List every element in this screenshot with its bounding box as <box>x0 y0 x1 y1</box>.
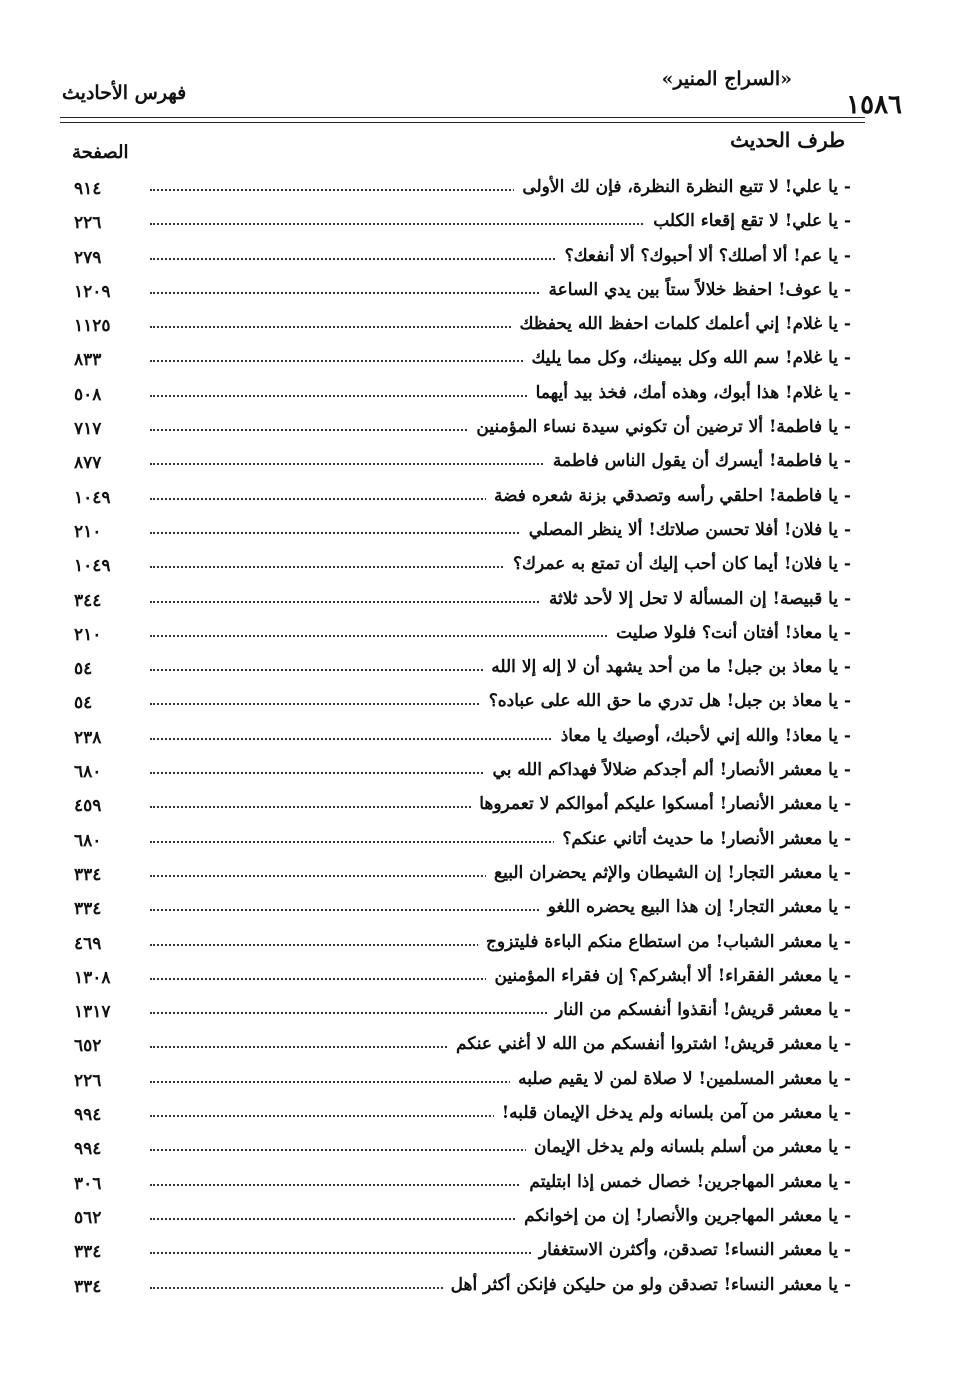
section-title: فهرس الأحاديث <box>62 82 187 104</box>
index-entry <box>60 689 857 723</box>
entry-text: - يا فلان! أيما كان أحب إليك أن تمتع به عمرك؟ <box>505 554 851 574</box>
entry-text: - يا معشر التجار! إن هذا البيع يحضره اللغو <box>540 897 851 917</box>
entry-text: - يا غلام! سم الله وكل بيمينك، وكل مما يليك <box>523 348 851 368</box>
entry-page-number: ٢٧٩ <box>74 247 102 268</box>
header-rule-secondary <box>60 122 865 123</box>
entry-page-number: ٧١٧ <box>74 419 102 440</box>
entry-text: - يا معاذ! والله إني لأحبك، أوصيك يا معاذ <box>553 726 851 746</box>
entry-page-number: ٣٠٦ <box>74 1173 102 1194</box>
index-entry <box>60 758 857 792</box>
entry-text: - يا معشر الشباب! من استطاع منكم الباءة فليتزوج <box>478 932 851 952</box>
entry-page-number: ٢١٠ <box>74 521 102 542</box>
entry-text: - يا معشر النساء! تصدقن، وأكثرن الاستغفار <box>531 1240 851 1260</box>
header-rule <box>60 117 865 118</box>
entry-page-number: ١١٢٥ <box>74 316 111 337</box>
entry-text: - يا فلان! أفلا تحسن صلاتك! ألا ينظر المصلي <box>521 520 851 540</box>
entry-text: - يا معشر قريش! أنقذوا أنفسكم من النار <box>547 1000 851 1020</box>
entry-text: - يا معاذ بن جبل! هل تدري ما حق الله على عباده؟ <box>481 691 851 711</box>
index-entry <box>60 930 857 964</box>
index-entry <box>60 209 857 243</box>
entry-page-number: ٥٤ <box>74 693 93 714</box>
entry-text: - يا عم! ألا أصلك؟ ألا أحبوك؟ ألا أنفعك؟ <box>557 246 851 266</box>
entry-text: - يا معشر النساء! تصدقن ولو من حليكن فإنكن أكثر أهل <box>443 1275 851 1295</box>
column-header-page: الصفحة <box>72 142 129 163</box>
entry-text: - يا معشر التجار! إن الشيطان والإثم يحضران البيع <box>486 863 851 883</box>
index-entry <box>60 244 857 278</box>
entry-page-number: ٤٥٩ <box>74 796 102 817</box>
entry-text: - يا معشر قريش! اشتروا أنفسكم من الله لا أغني عنكم <box>448 1034 851 1054</box>
index-entry <box>60 484 857 518</box>
entry-page-number: ٨٧٧ <box>74 453 102 474</box>
entry-page-number: ٣٣٤ <box>74 864 102 885</box>
entry-page-number: ٣٣٤ <box>74 899 102 920</box>
entry-page-number: ١٣١٧ <box>74 1002 111 1023</box>
entry-page-number: ٨٣٣ <box>74 350 102 371</box>
hadith-index-list <box>60 175 857 1307</box>
entry-page-number: ٩٩٤ <box>74 1105 102 1126</box>
entry-page-number: ٢١٠ <box>74 624 102 645</box>
entry-page-number: ٩١٤ <box>74 179 102 199</box>
index-entry <box>60 1032 857 1066</box>
index-entry <box>60 827 857 861</box>
entry-text: - يا معشر الأنصار! أمسكوا عليكم أموالكم لا تعمروها <box>471 794 851 814</box>
index-entry <box>60 1101 857 1135</box>
entry-text: - يا علي! لا تتبع النظرة النظرة، فإن لك الأولى <box>514 177 851 197</box>
book-title: «السراج المنير» <box>661 68 792 90</box>
entry-text: - يا معشر من أسلم بلسانه ولم يدخل الإيمان <box>526 1137 851 1157</box>
entry-text: - يا معشر المسلمين! لا صلاة لمن لا يقيم صلبه <box>510 1069 851 1089</box>
entry-page-number: ٣٣٤ <box>74 1242 102 1263</box>
entry-page-number: ٣٣٤ <box>74 1276 102 1297</box>
index-entry <box>60 552 857 586</box>
entry-text: - يا فاطمة! ألا ترضين أن تكوني سيدة نساء المؤمنين <box>468 417 851 437</box>
index-entry <box>60 587 857 621</box>
index-entry <box>60 518 857 552</box>
entry-page-number: ٦٥٢ <box>74 1036 102 1057</box>
entry-text: - يا فاطمة! أيسرك أن يقول الناس فاطمة <box>545 451 851 471</box>
index-entry <box>60 792 857 826</box>
entry-text: - يا معشر الأنصار! ما حديث أتاني عنكم؟ <box>554 829 851 849</box>
entry-text: - يا معاذ بن جبل! ما من أحد يشهد أن لا إله إلا الله <box>483 657 851 677</box>
entry-text: - يا غلام! هذا أبوك، وهذه أمك، فخذ بيد أيهما <box>528 383 851 403</box>
entry-text: - يا معشر الفقراء! ألا أبشركم؟ إن فقراء المؤمنين <box>486 966 851 986</box>
entry-page-number: ١٣٠٨ <box>74 967 111 988</box>
index-entry <box>60 895 857 929</box>
entry-page-number: ٢٢٦ <box>74 213 102 234</box>
index-entry <box>60 175 857 209</box>
index-entry <box>60 1170 857 1204</box>
entry-text: - يا معشر الأنصار! ألم أجدكم ضلالاً فهداكم الله بي <box>485 760 851 780</box>
index-entry <box>60 621 857 655</box>
entry-text: - يا معشر المهاجرين! خصال خمس إذا ابتليتم <box>521 1172 851 1192</box>
index-entry <box>60 1273 857 1307</box>
entry-text: - يا فاطمة! احلقي رأسه وتصدقي بزنة شعره فضة <box>486 486 851 506</box>
entry-page-number: ٢٣٨ <box>74 727 102 748</box>
index-entry <box>60 655 857 689</box>
entry-page-number: ٦٨٠ <box>74 830 102 851</box>
entry-text: - يا عوف! احفظ خلالاً ستاً بين يدي الساعة <box>541 280 851 300</box>
entry-text: - يا معشر المهاجرين والأنصار! إن من إخوانكم <box>516 1206 851 1226</box>
entry-page-number: ٣٤٤ <box>74 590 102 611</box>
entry-page-number: ١٠٤٩ <box>74 487 111 508</box>
entry-page-number: ٥٠٨ <box>74 384 102 405</box>
entry-page-number: ١٢٠٩ <box>74 281 111 302</box>
entry-text: - يا معشر من آمن بلسانه ولم يدخل الإيمان قلبه! <box>494 1103 851 1123</box>
entry-page-number: ١٠٤٩ <box>74 556 111 577</box>
entry-text: - يا معاذ! أفتان أنت؟ فلولا صليت <box>608 623 851 643</box>
page-header <box>60 64 902 120</box>
entry-page-number: ٢٢٦ <box>74 1070 102 1091</box>
index-entry <box>60 964 857 998</box>
index-entry <box>60 312 857 346</box>
index-entry <box>60 724 857 758</box>
entry-page-number: ٥٤ <box>74 659 93 680</box>
index-entry <box>60 1067 857 1101</box>
index-entry <box>60 861 857 895</box>
entry-page-number: ٥٦٢ <box>74 1207 102 1228</box>
entry-page-number: ٤٦٩ <box>74 933 102 954</box>
page-number: ١٥٨٦ <box>846 90 902 120</box>
entry-text: - يا علي! لا تقع إقعاء الكلب <box>645 211 851 231</box>
index-entry <box>60 998 857 1032</box>
index-entry <box>60 1135 857 1169</box>
entry-page-number: ٩٩٤ <box>74 1139 102 1160</box>
index-entry <box>60 381 857 415</box>
index-entry <box>60 1238 857 1272</box>
index-entry <box>60 278 857 312</box>
index-entry <box>60 449 857 483</box>
column-header-hadith: طرف الحديث <box>730 128 845 152</box>
index-entry <box>60 415 857 449</box>
entry-page-number: ٦٨٠ <box>74 762 102 783</box>
index-entry <box>60 1204 857 1238</box>
entry-text: - يا قبيصة! إن المسألة لا تحل إلا لأحد ثلاثة <box>541 589 851 609</box>
index-entry <box>60 346 857 380</box>
entry-text: - يا غلام! إني أعلمك كلمات احفظ الله يحفظك <box>511 314 851 334</box>
